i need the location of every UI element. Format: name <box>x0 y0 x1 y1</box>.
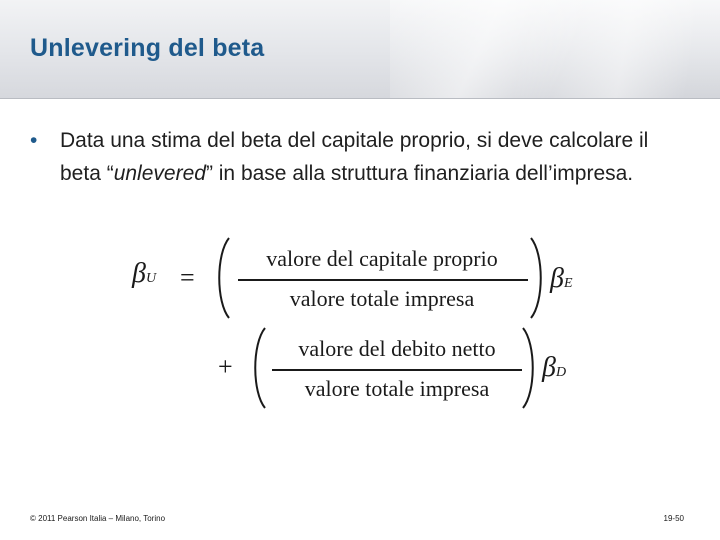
beta-u-subscript: U <box>145 271 157 286</box>
term1-fraction-bar <box>238 279 528 281</box>
term2-fraction-bar <box>272 369 522 371</box>
beta-d-symbol: β <box>542 352 556 383</box>
beta-e-symbol: β <box>550 263 564 294</box>
beta-u <box>132 258 156 290</box>
term1-numerator: valore del capitale proprio <box>266 246 498 271</box>
bullet-text-before: Data una stima del beta del capitale proprio, si deve calcolare il beta “ <box>60 129 649 185</box>
right-paren-2 <box>518 326 540 410</box>
term2-denominator: valore totale impresa <box>304 376 490 401</box>
beta-u-symbol: β <box>132 258 146 289</box>
slide-title: Unlevering del beta <box>30 34 265 62</box>
beta-e-subscript: E <box>563 276 573 291</box>
left-paren-1 <box>212 236 234 320</box>
term2-numerator: valore del debito netto <box>298 336 496 361</box>
beta-d <box>542 352 566 384</box>
bullet-text-after: ” in base alla struttura finanziaria dell’impresa. <box>205 162 634 185</box>
bullet-text-emphasis: unlevered <box>113 162 206 185</box>
page-number: 19-50 <box>663 514 684 523</box>
plus-sign: + <box>218 352 233 381</box>
beta-d-subscript: D <box>555 365 567 380</box>
bullet-marker: • <box>30 129 38 152</box>
right-paren-1 <box>526 236 548 320</box>
term1-denominator: valore totale impresa <box>289 286 475 311</box>
equals-sign: = <box>180 263 195 292</box>
beta-e <box>550 263 573 295</box>
footer-copyright: © 2011 Pearson Italia – Milano, Torino <box>30 514 166 523</box>
